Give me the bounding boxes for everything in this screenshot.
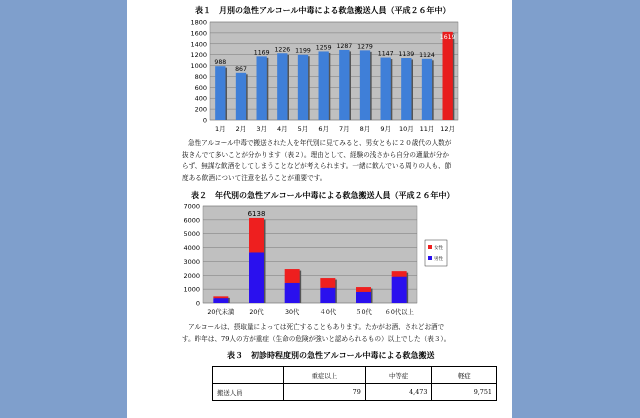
monthly-chart [172, 16, 472, 136]
bar [236, 73, 246, 120]
table-cell: 9,751 [432, 384, 497, 401]
x-tick-label: 8月 [359, 125, 371, 133]
data-label: 1147 [377, 50, 394, 58]
y-tick-label: 4000 [183, 244, 200, 253]
data-label: 1226 [274, 46, 291, 54]
table-cell: 搬送人員 [213, 384, 284, 401]
data-label: 988 [214, 59, 227, 67]
bar [401, 58, 411, 120]
table-header-cell [213, 367, 284, 384]
x-tick-label: 3月 [256, 125, 267, 133]
x-tick-label: ４0代 [319, 309, 337, 316]
data-label: 1139 [398, 50, 415, 58]
legend-swatch-male [428, 256, 432, 260]
x-tick-label: 12月 [440, 125, 456, 133]
y-tick-label: 800 [194, 72, 207, 81]
x-tick-label: 20代 [249, 309, 264, 316]
bar [381, 58, 391, 120]
x-tick-label: 9月 [380, 125, 391, 133]
bar [443, 32, 453, 120]
x-tick-label: 2月 [235, 125, 247, 133]
y-tick-label: 1400 [190, 40, 207, 49]
bar-female [249, 218, 264, 252]
bar [298, 55, 308, 120]
y-tick-label: 0 [202, 116, 207, 125]
bar-female [320, 278, 335, 288]
table-header-cell: 中等症 [365, 367, 432, 384]
bar-male [213, 298, 228, 303]
plot-area [203, 206, 417, 303]
bar-female [213, 296, 228, 298]
bar-male [320, 288, 335, 303]
y-tick-label: 1000 [190, 62, 207, 71]
y-tick-label: 600 [194, 83, 207, 92]
paragraph-1-line: 抜きんでて多いことが分かります（表２）。理由として、経験の浅さから自分の適量が分か [182, 150, 449, 159]
legend-label-male: 男性 [434, 257, 443, 262]
table-header-cell: 重症以上 [284, 367, 366, 384]
severity-table [212, 366, 497, 401]
y-tick-label: 6000 [183, 216, 200, 225]
y-tick-label: 1000 [183, 285, 200, 294]
paragraph-1 [182, 138, 490, 184]
legend-label-female: 女性 [434, 246, 443, 251]
bar [339, 50, 349, 120]
data-label: 1124 [419, 51, 435, 59]
bar-male [249, 252, 264, 303]
paragraph-2-line: アルコールは、摂取量によっては死亡することもあります。たかがお酒、されどお酒で [188, 323, 445, 331]
legend-swatch-female [428, 245, 432, 249]
y-tick-label: 5000 [183, 230, 200, 239]
bar [257, 56, 267, 120]
y-tick-label: 200 [194, 105, 207, 114]
bar-female [285, 269, 300, 283]
bar [360, 50, 370, 120]
bar-female [392, 271, 407, 277]
data-label: 1199 [295, 47, 311, 55]
table-cell: 79 [284, 384, 366, 401]
y-tick-label: 3000 [183, 257, 200, 266]
x-tick-label: ６0代以上 [384, 309, 414, 316]
x-tick-label: 7月 [339, 125, 350, 133]
data-label: 867 [235, 65, 247, 73]
table1-title: 表１ 月別の急性アルコール中毒による救急搬送人員（平成２６年中） [195, 5, 451, 15]
y-tick-label: 2000 [183, 271, 200, 280]
y-tick-label: 0 [195, 299, 200, 308]
table3-title: 表３ 初診時程度別の急性アルコール中毒による救急搬送 [227, 350, 435, 360]
bar [422, 59, 432, 120]
y-tick-label: 400 [194, 94, 207, 103]
data-label: 1259 [315, 44, 332, 52]
paragraph-2 [182, 322, 490, 345]
x-tick-label: 4月 [277, 125, 288, 133]
legend-box [425, 240, 447, 266]
y-tick-label: 1200 [190, 51, 207, 60]
age-group-chart [167, 198, 467, 320]
data-label: 1169 [253, 49, 270, 57]
bar-male [285, 283, 300, 303]
paragraph-1-line: 急性アルコール中毒で搬送された人を年代別に見てみると、男女ともに２０歳代の人数が [188, 139, 452, 147]
bar-female [356, 287, 371, 292]
bar [215, 66, 225, 120]
x-tick-label: ５0代 [355, 309, 372, 316]
x-tick-label: 11月 [419, 125, 435, 133]
data-label: 1279 [357, 43, 373, 51]
table-row [213, 384, 497, 401]
paragraph-1-line: 度ある飲酒について注意を払うことが重要です。 [182, 173, 327, 182]
x-tick-label: 20代未満 [207, 309, 235, 316]
paragraph-2-line: す。昨年は、79人の方が重症（生命の危険が強いと認められるもの）以上でした（表３）。 [182, 334, 451, 343]
y-tick-label: 1600 [190, 29, 207, 38]
data-label: 1619 [439, 33, 456, 41]
data-label: 6138 [247, 209, 266, 218]
table-header-cell: 軽症 [432, 367, 497, 384]
bar-male [356, 292, 371, 303]
y-tick-label: 1800 [190, 18, 207, 27]
x-tick-label: 5月 [297, 125, 309, 133]
x-tick-label: 1月 [215, 125, 226, 133]
bar [319, 51, 329, 120]
x-tick-label: 10月 [398, 125, 414, 133]
bar [277, 53, 287, 120]
table2-title: 表２ 年代別の急性アルコール中毒による救急搬送人員（平成２６年中） [191, 190, 455, 200]
bar-male [392, 277, 407, 303]
data-label: 1287 [336, 42, 353, 50]
document-page [127, 0, 512, 418]
y-tick-label: 7000 [183, 202, 200, 211]
paragraph-1-line: らず、無謀な飲酒をしてしまうことなどが考えられます。一緒に飲んでいる周りの人も、節 [182, 162, 452, 170]
table-cell: 4,473 [365, 384, 432, 401]
x-tick-label: 6月 [318, 125, 329, 133]
x-tick-label: 30代 [285, 309, 300, 316]
table-header-row [213, 367, 497, 384]
